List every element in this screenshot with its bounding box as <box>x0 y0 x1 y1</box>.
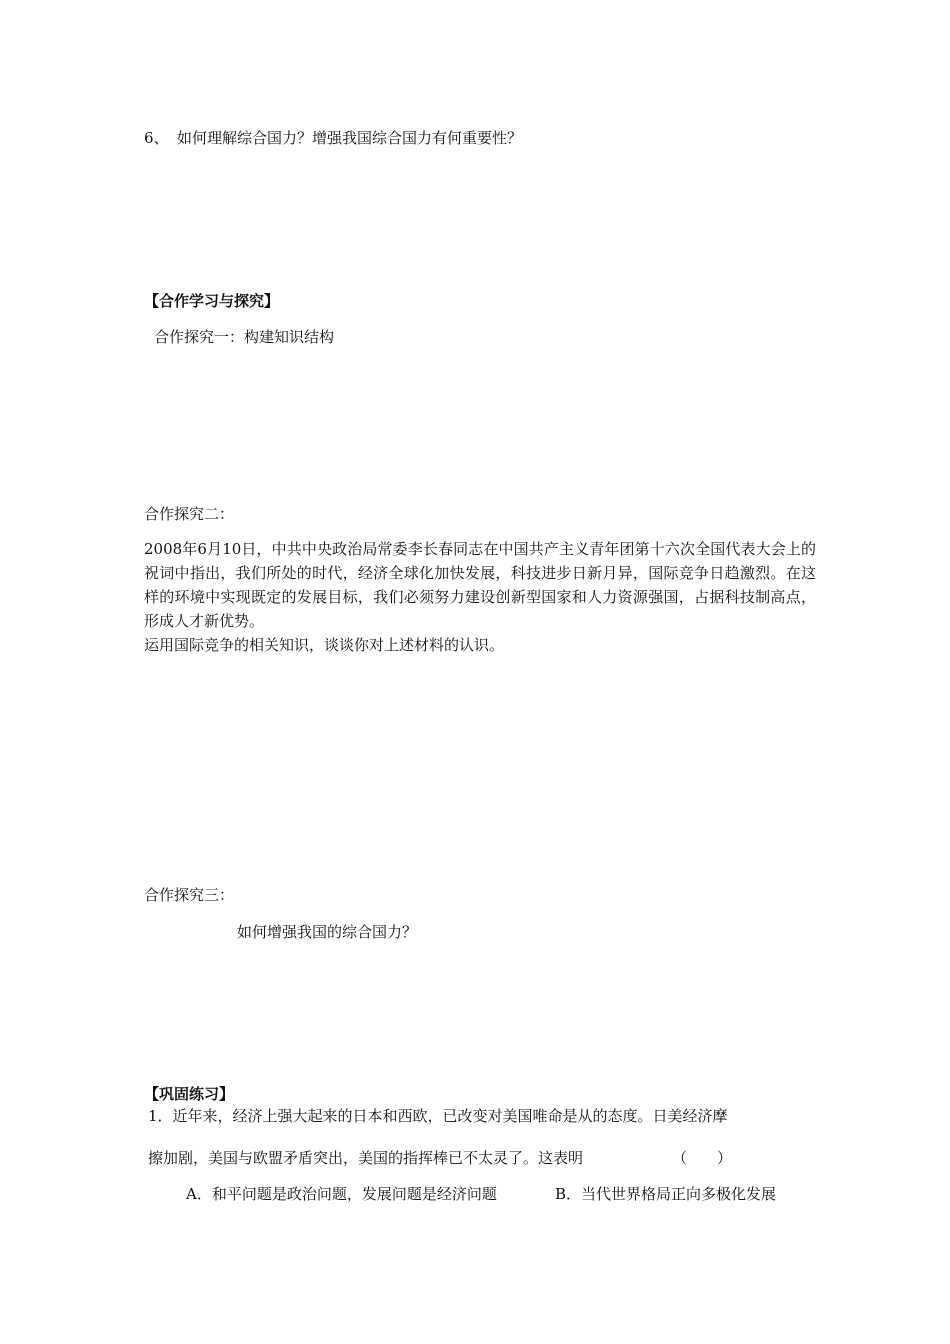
explore-1-title: 合作探究一：构建知识结构 <box>154 328 335 346</box>
explore-3-label: 合作探究三： <box>144 886 235 904</box>
question-6-text: 如何理解综合国力？增强我国综合国力有何重要性？ <box>177 129 523 147</box>
explore-3-question: 如何增强我国的综合国力？ <box>237 923 418 941</box>
explore-2-label: 合作探究二： <box>144 505 235 523</box>
question-1-line-1: 1．近年来，经济上强大起来的日本和西欧，已改变对美国唯命是从的态度。日美经济摩 <box>148 1107 728 1125</box>
option-b: B．当代世界格局正向多极化发展 <box>555 1185 777 1203</box>
question-1-line-2: 擦加剧，美国与欧盟矛盾突出，美国的指挥棒已不太灵了。这表明 <box>148 1149 584 1167</box>
explore-2-question: 运用国际竞争的相关知识，谈谈你对上述材料的认识。 <box>144 636 505 654</box>
practice-heading: 【巩固练习】 <box>144 1085 235 1103</box>
explore-2-paragraph: 2008年6月10日，中共中央政治局常委李长春同志在中国共产主义青年团第十六次全国代表大会上的祝词中指出，我们所处的时代，经济全球化加快发展，科技进步日新月异，国际竞争日趋激烈。在这样的环境中实现既定的发展目标，我们必须努力建设创新型国家和人力资源强国，占据科技制高点，形成人才新优势。 <box>144 540 816 630</box>
option-a: A．和平问题是政治问题，发展问题是经济问题 <box>186 1185 497 1203</box>
question-6-number: 6、 <box>144 129 169 147</box>
question-1-answer-blank: （ ） <box>672 1149 733 1167</box>
cooperative-heading: 【合作学习与探究】 <box>144 292 280 310</box>
